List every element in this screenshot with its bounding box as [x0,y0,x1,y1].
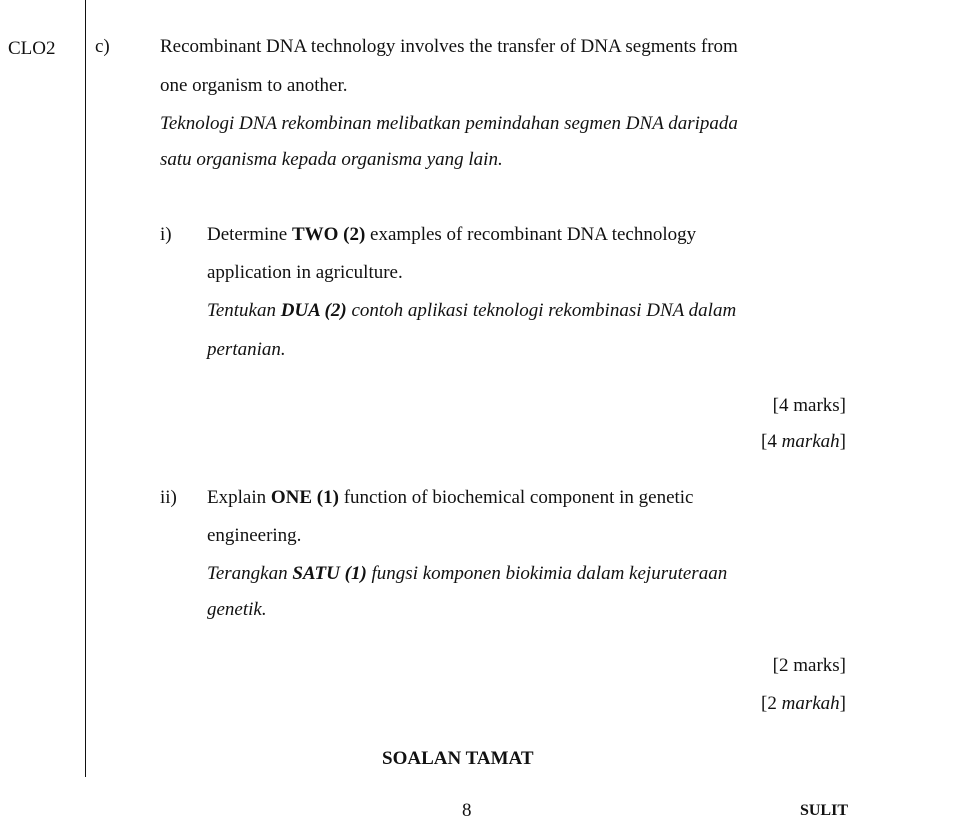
intro-en-line-1: Recombinant DNA technology involves the transfer of DNA segments from [160,36,738,57]
classification-label: SULIT [799,802,848,819]
question-ii-en-line-1: Explain ONE (1) function of biochemical component in genetic [207,487,694,508]
question-ii-ms-line-1: Terangkan SATU (1) fungsi komponen biokimia dalam kejuruteraan [207,563,728,584]
question-i-en-line-2: application in agriculture. [207,262,403,283]
question-i-number: i) [160,224,172,245]
intro-ms-line-2: satu organisma kepada organisma yang lain. [160,149,503,170]
question-ii-en-line-2: engineering. [207,525,302,546]
question-i-en-line-1: Determine TWO (2) examples of recombinant DNA technology [207,224,697,245]
end-of-questions-heading: SOALAN TAMAT [382,748,534,769]
clo-label: CLO2 [8,38,56,59]
question-ii-ms-line-2: genetik. [207,599,267,620]
question-i-ms-line-2: pertanian. [207,339,286,360]
question-i-marks-ms: [4 markah] [761,431,846,452]
question-ii-marks-ms: [2 markah] [761,693,846,714]
question-ii-number: ii) [160,487,177,508]
intro-en-line-2: one organism to another. [160,75,348,96]
margin-divider-line [85,0,86,777]
question-ii-marks-en: [2 marks] [772,655,846,676]
question-i-ms-line-1: Tentukan DUA (2) contoh aplikasi teknologi rekombinasi DNA dalam [207,300,737,321]
question-i-marks-en: [4 marks] [772,395,846,416]
page-number: 8 [462,800,472,821]
intro-ms-line-1: Teknologi DNA rekombinan melibatkan pemindahan segmen DNA daripada [160,113,738,134]
part-label: c) [95,36,110,57]
